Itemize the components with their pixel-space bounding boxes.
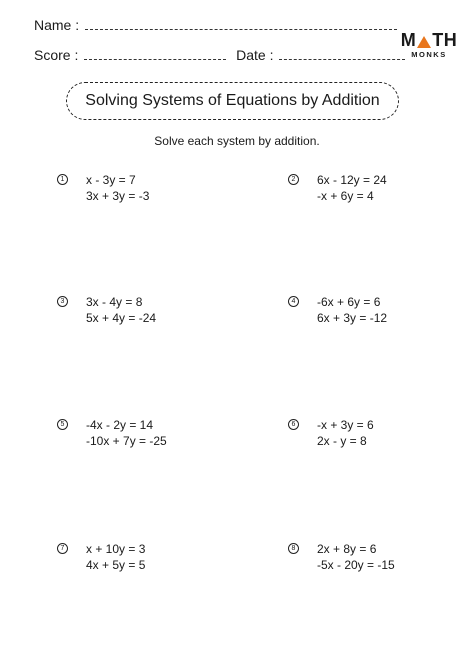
equation-2: -x + 6y = 4 (317, 189, 374, 203)
equation-2: 2x - y = 8 (317, 434, 367, 448)
problem-number-badge: 7 (57, 543, 68, 554)
equation-1: x - 3y = 7 (86, 173, 136, 187)
name-label: Name : (34, 17, 80, 33)
equation-1: -4x - 2y = 14 (86, 418, 154, 432)
instructions: Solve each system by addition. (154, 134, 320, 148)
logo-text-m: M (400, 30, 417, 50)
problem-number-badge: 8 (288, 543, 299, 554)
equation-1: -x + 3y = 6 (317, 418, 374, 432)
worksheet-title (66, 82, 399, 120)
score-row (34, 47, 405, 63)
problem-number-badge: 6 (288, 419, 299, 430)
equation-1: 2x + 8y = 6 (317, 542, 377, 556)
title-text: Solving Systems of Equations by Addition (85, 92, 380, 109)
equation-2: 5x + 4y = -24 (86, 311, 157, 325)
equation-2: 4x + 5y = 5 (86, 558, 146, 572)
problem-number-badge: 4 (288, 296, 299, 307)
equation-2: 6x + 3y = -12 (317, 311, 388, 325)
logo-triangle-icon (417, 36, 431, 48)
equation-1: 6x - 12y = 24 (317, 173, 387, 187)
equation-1: -6x + 6y = 6 (317, 295, 381, 309)
equation-2: -5x - 20y = -15 (317, 558, 395, 572)
date-field[interactable] (279, 49, 405, 60)
problem-number-badge: 1 (57, 174, 68, 185)
score-field[interactable] (84, 49, 226, 60)
date-label: Date : (236, 47, 274, 63)
logo-text-th: TH (432, 30, 458, 50)
score-label: Score : (34, 47, 79, 63)
equation-2: 3x + 3y = -3 (86, 189, 150, 203)
equation-2: -10x + 7y = -25 (86, 434, 167, 448)
equation-1: 3x - 4y = 8 (86, 295, 143, 309)
name-field[interactable] (85, 19, 397, 30)
name-row (34, 17, 397, 33)
problem-number-badge: 2 (288, 174, 299, 185)
problem-number-badge: 3 (57, 296, 68, 307)
logo-subtext: MONKS (411, 50, 447, 59)
equation-1: x + 10y = 3 (86, 542, 146, 556)
math-monks-logo (400, 30, 458, 60)
problem-number-badge: 5 (57, 419, 68, 430)
